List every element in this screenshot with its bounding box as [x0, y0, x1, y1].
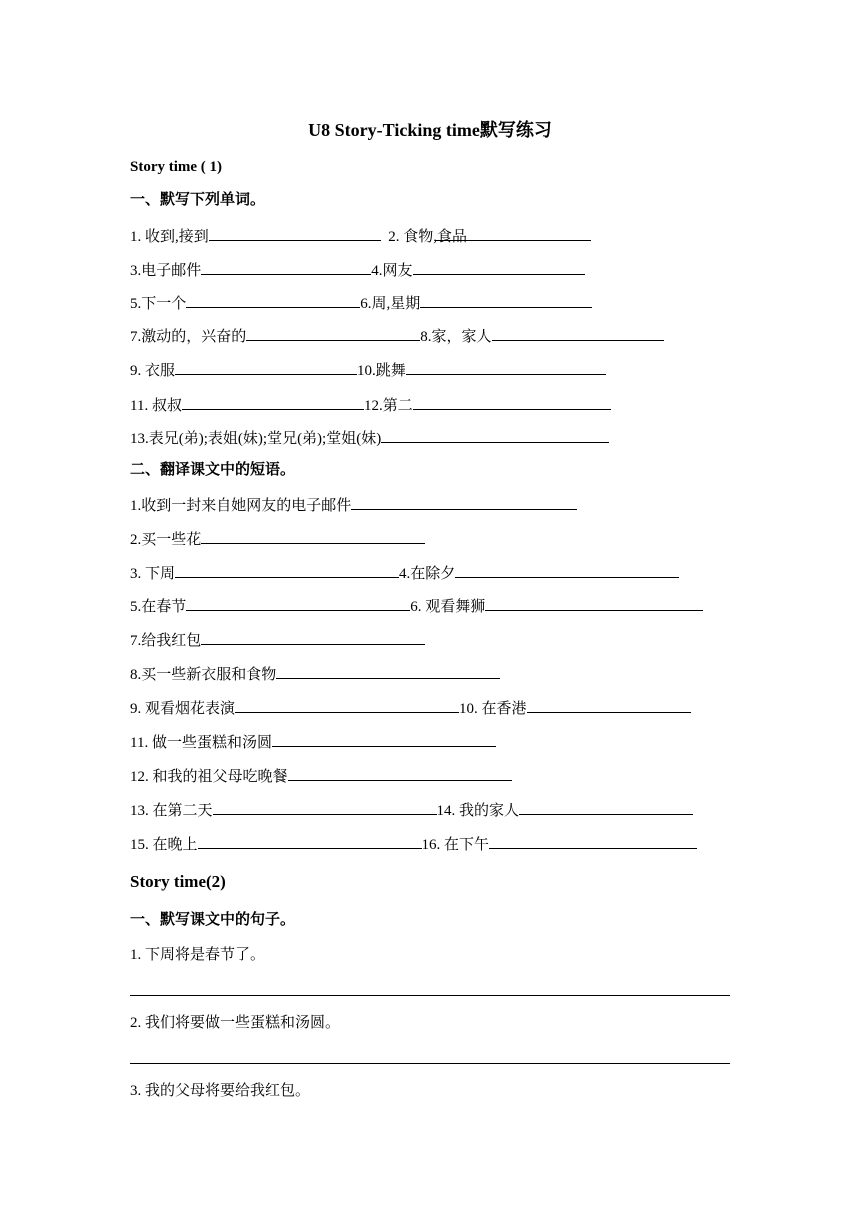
- answer-blank[interactable]: [235, 697, 459, 713]
- section1-heading: Story time ( 1): [130, 159, 223, 175]
- answer-blank[interactable]: [186, 595, 410, 611]
- answer-blank[interactable]: [213, 799, 437, 815]
- answer-blank[interactable]: [201, 259, 371, 275]
- phrase-label: 5.在春节: [130, 599, 187, 615]
- phrase-row-1: [130, 494, 577, 514]
- answer-blank[interactable]: [175, 359, 357, 375]
- vocab-row-7: [130, 427, 609, 447]
- answer-blank[interactable]: [413, 259, 585, 275]
- phrase-row-3: [130, 562, 679, 582]
- answer-blank[interactable]: [519, 799, 693, 815]
- vocab-label: 13.表兄(弟);表姐(妹);堂兄(弟);堂姐(妹): [130, 431, 382, 447]
- answer-line[interactable]: [130, 1063, 730, 1064]
- vocab-label: 4.网友: [371, 263, 413, 279]
- vocab-row-6: [130, 394, 611, 414]
- vocab-label: 11. 叔叔: [130, 398, 182, 414]
- sentence-3: 3. 我的父母将要给我红包。: [130, 1083, 311, 1099]
- phrase-label: 9. 观看烟花表演: [130, 701, 236, 717]
- vocab-label: 6.周,星期: [360, 296, 421, 312]
- vocab-row-4: [130, 325, 664, 345]
- vocab-row-2: [130, 259, 585, 279]
- vocab-label: 7.激动的，兴奋的: [130, 329, 247, 345]
- vocab-label: 8.家，家人: [420, 329, 492, 345]
- answer-blank[interactable]: [406, 359, 606, 375]
- answer-line[interactable]: [130, 995, 730, 996]
- part1-heading-2: 一、默写课文中的句子。: [130, 912, 296, 928]
- phrase-row-2: [130, 528, 425, 548]
- vocab-label: 10.跳舞: [357, 363, 406, 379]
- answer-blank[interactable]: [288, 765, 512, 781]
- vocab-label: 1. 收到,接到: [130, 229, 209, 245]
- vocab-label: 9. 衣服: [130, 363, 176, 379]
- vocab-row-5: [130, 359, 606, 379]
- phrase-label: 13. 在第二天: [130, 803, 213, 819]
- phrase-row-8: [130, 731, 496, 751]
- phrase-row-5: [130, 629, 425, 649]
- phrase-label: 7.给我红包: [130, 633, 202, 649]
- answer-blank[interactable]: [201, 528, 425, 544]
- answer-blank[interactable]: [198, 833, 422, 849]
- phrase-label: 3. 下周: [130, 566, 176, 582]
- answer-blank[interactable]: [246, 325, 420, 341]
- phrase-label: 15. 在晚上: [130, 837, 198, 853]
- phrase-label: 6. 观看舞狮: [410, 599, 486, 615]
- phrase-row-9: [130, 765, 512, 785]
- vocab-label: 12.第二: [363, 398, 413, 414]
- phrase-row-10: [130, 799, 693, 819]
- phrase-label: 2.买一些花: [130, 532, 202, 548]
- answer-blank[interactable]: [435, 225, 591, 241]
- phrase-label: 11. 做一些蛋糕和汤圆: [130, 735, 272, 751]
- phrase-label: 16. 在下午: [421, 837, 490, 853]
- phrase-row-7: [130, 697, 691, 717]
- answer-blank[interactable]: [182, 394, 364, 410]
- vocab-label: 2. 食物,食品: [388, 229, 468, 245]
- phrase-label: 1.收到一封来自她网友的电子邮件: [130, 498, 352, 514]
- answer-blank[interactable]: [209, 225, 381, 241]
- phrase-label: 10. 在香港: [459, 701, 527, 717]
- answer-blank[interactable]: [420, 292, 592, 308]
- vocab-row-3: [130, 292, 592, 312]
- phrase-row-11: [130, 833, 697, 853]
- answer-blank[interactable]: [485, 595, 703, 611]
- answer-blank[interactable]: [201, 629, 425, 645]
- vocab-label: 3.电子邮件: [130, 263, 202, 279]
- vocab-label: 5.下一个: [130, 296, 187, 312]
- part2-heading: 二、翻译课文中的短语。: [130, 462, 296, 478]
- phrase-label: 12. 和我的祖父母吃晚餐: [130, 769, 288, 785]
- phrase-label: 8.买一些新衣服和食物: [130, 667, 277, 683]
- answer-blank[interactable]: [175, 562, 399, 578]
- answer-blank[interactable]: [492, 325, 664, 341]
- answer-blank[interactable]: [489, 833, 697, 849]
- answer-blank[interactable]: [527, 697, 691, 713]
- sentence-2: 2. 我们将要做一些蛋糕和汤圆。: [130, 1015, 341, 1031]
- phrase-label: 14. 我的家人: [436, 803, 520, 819]
- answer-blank[interactable]: [351, 494, 577, 510]
- answer-blank[interactable]: [272, 731, 496, 747]
- answer-blank[interactable]: [455, 562, 679, 578]
- part1-heading: 一、默写下列单词。: [130, 192, 266, 208]
- answer-blank[interactable]: [276, 663, 500, 679]
- answer-blank[interactable]: [186, 292, 360, 308]
- vocab-row-1: [130, 225, 591, 245]
- phrase-row-6: [130, 663, 500, 683]
- phrase-row-4: [130, 595, 703, 615]
- page-title: U8 Story-Ticking time默写练习: [308, 120, 552, 140]
- sentence-1: 1. 下周将是春节了。: [130, 947, 266, 963]
- answer-blank[interactable]: [413, 394, 611, 410]
- answer-blank[interactable]: [381, 427, 609, 443]
- phrase-label: 4.在除夕: [399, 566, 456, 582]
- section2-heading: Story time(2): [130, 872, 226, 891]
